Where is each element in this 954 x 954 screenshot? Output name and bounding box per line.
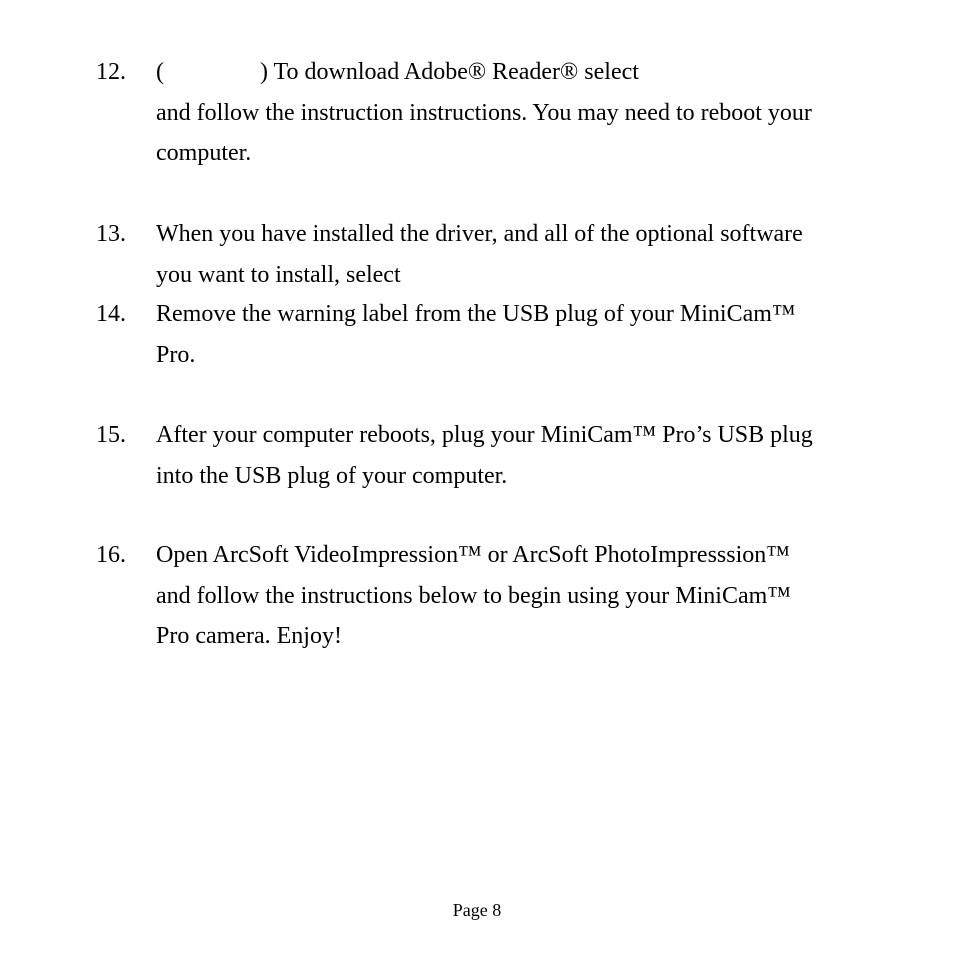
item-line: computer. (156, 140, 252, 166)
item-line: Open ArcSoft VideoImpression™ or ArcSoft PhotoImpresssion™ (156, 542, 790, 568)
item-text (156, 294, 906, 375)
list-item-14 (96, 294, 906, 375)
item-line: and follow the instruction instructions. You may need to reboot your (156, 99, 812, 126)
item-number: 15. (96, 422, 126, 448)
list-item-13 (96, 214, 906, 295)
item-line: you want to install, select (156, 261, 401, 288)
item-line: Pro. (156, 341, 196, 368)
paren-open: ( (156, 59, 164, 85)
item-number: 16. (96, 542, 126, 568)
item-line: Pro camera. Enjoy! (156, 623, 342, 649)
item-text (156, 52, 906, 174)
list-item-12 (96, 52, 906, 174)
item-text (156, 214, 906, 295)
item-number: 14. (96, 301, 126, 327)
item-line (156, 52, 906, 93)
page-number: Page 8 (452, 900, 502, 920)
item-text (156, 415, 906, 496)
item-line-rest: ) To download Adobe® Reader® select (260, 59, 639, 85)
item-line: and follow the instructions below to begin using your MiniCam™ (156, 582, 791, 609)
item-line: Remove the warning label from the USB plug of your MiniCam™ (156, 301, 796, 327)
item-line: After your computer reboots, plug your MiniCam™ Pro’s USB plug (156, 422, 813, 448)
item-line: into the USB plug of your computer. (156, 462, 508, 489)
list-item-15 (96, 415, 906, 496)
list-item-16 (96, 535, 906, 657)
item-number: 13. (96, 221, 126, 247)
item-number: 12. (96, 59, 126, 85)
item-text (156, 535, 906, 657)
item-line: When you have installed the driver, and all of the optional software (156, 221, 803, 247)
